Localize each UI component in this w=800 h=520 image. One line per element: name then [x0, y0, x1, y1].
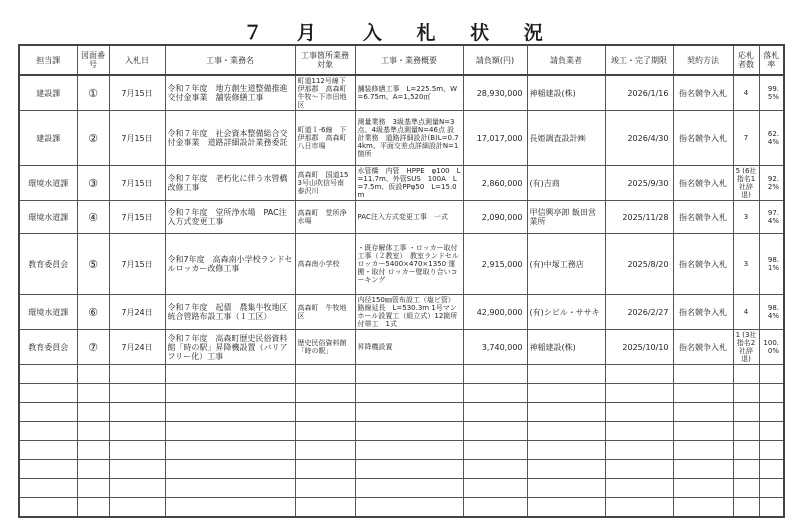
cell-completion: 2025/9/30: [605, 166, 673, 201]
cell-method: 指名競争入札: [673, 201, 733, 234]
cell-date: 7月15日: [109, 75, 165, 111]
empty-row: [19, 365, 784, 384]
cell-rate: 97.4%: [759, 201, 784, 234]
cell-contractor: (有)中塚工務店: [527, 234, 605, 295]
cell-method: 指名競争入札: [673, 234, 733, 295]
cell-location: 歴史民俗資料館「時の駅」: [295, 330, 355, 365]
header-contractor: 請負業者: [527, 45, 605, 75]
cell-amount: 3,740,000: [463, 330, 527, 365]
empty-row: [19, 460, 784, 479]
empty-row: [19, 422, 784, 441]
cell-method: 指名競争入札: [673, 295, 733, 330]
cell-date: 7月15日: [109, 201, 165, 234]
cell-date: 7月24日: [109, 330, 165, 365]
cell-completion: 2025/10/10: [605, 330, 673, 365]
cell-summary: PAC注入方式変更工事 一式: [355, 201, 463, 234]
cell-contractor: (有)シビル・ササキ: [527, 295, 605, 330]
bid-status-table: [18, 44, 785, 518]
cell-num: ③: [77, 166, 109, 201]
table-row: [19, 201, 784, 234]
cell-rate: 92.2%: [759, 166, 784, 201]
cell-bidders: 7: [733, 111, 759, 166]
cell-completion: 2026/2/27: [605, 295, 673, 330]
table-row: [19, 75, 784, 111]
cell-num: ①: [77, 75, 109, 111]
cell-completion: 2026/1/16: [605, 75, 673, 111]
empty-row: [19, 441, 784, 460]
cell-num: ⑦: [77, 330, 109, 365]
cell-bidders: 3: [733, 201, 759, 234]
cell-name: 令和７年度 地方創生道整備推進交付金事業 舗装修繕工事: [165, 75, 295, 111]
cell-dept: 建設課: [19, 111, 77, 166]
header-date: 入札日: [109, 45, 165, 75]
header-method: 契約方法: [673, 45, 733, 75]
cell-bidders: 5 (6社指名1社辞退): [733, 166, 759, 201]
cell-location: 高森南小学校: [295, 234, 355, 295]
cell-dept: 建設課: [19, 75, 77, 111]
cell-dept: 教育委員会: [19, 330, 77, 365]
cell-contractor: 甲信興亭卸 飯田営業所: [527, 201, 605, 234]
cell-amount: 2,915,000: [463, 234, 527, 295]
cell-name: 令和７年度 老朽化に伴う水管橋改修工事: [165, 166, 295, 201]
cell-amount: 17,017,000: [463, 111, 527, 166]
header-num: 図面番号: [77, 45, 109, 75]
cell-summary: 測量業務 3級基準点測量N=3点、4級基準点測量N=46点 設計業務 道路詳細設計(B)L=0.74km、平面交差点詳細設計N=1箇所: [355, 111, 463, 166]
cell-rate: 98.1%: [759, 234, 784, 295]
header-bidders: 応札者数: [733, 45, 759, 75]
cell-bidders: 3: [733, 234, 759, 295]
table-row: [19, 166, 784, 201]
header-name: 工事・業務名: [165, 45, 295, 75]
cell-summary: 内径150㎜管布設工（塩ビ管）路線延長 L=530.3m 1号マンホール設置工（組立式）12箇所 付帯工 1式: [355, 295, 463, 330]
table-row: [19, 234, 784, 295]
table-header-row: [19, 45, 784, 75]
cell-bidders: 4: [733, 295, 759, 330]
cell-num: ②: [77, 111, 109, 166]
cell-contractor: (有)吉商: [527, 166, 605, 201]
cell-rate: 62.4%: [759, 111, 784, 166]
cell-date: 7月15日: [109, 111, 165, 166]
cell-summary: 昇降機設置: [355, 330, 463, 365]
cell-rate: 100.0%: [759, 330, 784, 365]
cell-location: 高森町 堂所浄水場: [295, 201, 355, 234]
cell-dept: 環境水道課: [19, 166, 77, 201]
cell-name: 令和７年度 高森町歴史民俗資料館「時の駅」昇降機設置（バリアフリー化）工事: [165, 330, 295, 365]
cell-date: 7月15日: [109, 166, 165, 201]
cell-method: 指名競争入札: [673, 75, 733, 111]
cell-date: 7月24日: [109, 295, 165, 330]
empty-row: [19, 384, 784, 403]
cell-dept: 環境水道課: [19, 201, 77, 234]
cell-location: 高森町 牛牧地区: [295, 295, 355, 330]
table-row: [19, 111, 784, 166]
cell-num: ⑤: [77, 234, 109, 295]
page-title: ７ 月 入 札 状 況: [243, 22, 557, 44]
cell-completion: 2025/11/28: [605, 201, 673, 234]
cell-completion: 2025/8/20: [605, 234, 673, 295]
cell-contractor: 長姫調査設計㈱: [527, 111, 605, 166]
cell-rate: 98.4%: [759, 295, 784, 330]
cell-bidders: 1 (3社指名2社辞退): [733, 330, 759, 365]
cell-dept: 教育委員会: [19, 234, 77, 295]
cell-location: 高森町 国道153号山吹信号南 泰沢川: [295, 166, 355, 201]
empty-row: [19, 498, 784, 518]
table-row: [19, 295, 784, 330]
cell-bidders: 4: [733, 75, 759, 111]
header-dept: 担当課: [19, 45, 77, 75]
cell-location: 町道１-6線 下伊那郡 高森町八日市場: [295, 111, 355, 166]
cell-summary: 水管橋 内管 HPPE φ100 L=11.7m、外管SUS 100A L=7.5m、仮設PPφ50 L=15.0m: [355, 166, 463, 201]
cell-name: 令和７年度 起債 農集牛牧地区統合管路布設工事（１工区）: [165, 295, 295, 330]
header-summary: 工事・業務概要: [355, 45, 463, 75]
cell-summary: 舗装修繕工事 L=225.5m、W=6.75m、A=1,520㎡: [355, 75, 463, 111]
cell-rate: 99.5%: [759, 75, 784, 111]
cell-contractor: 神稲建設(株): [527, 75, 605, 111]
cell-summary: ・既存解体工事 ・ロッカー取付工事（２教室） 教室ランドセルロッカー5400×470×1350 運搬・取付 ロッカー壁取り合いコーキング: [355, 234, 463, 295]
header-amount: 請負額(円): [463, 45, 527, 75]
header-rate: 落札率: [759, 45, 784, 75]
cell-method: 指名競争入札: [673, 166, 733, 201]
cell-num: ⑥: [77, 295, 109, 330]
cell-amount: 2,860,000: [463, 166, 527, 201]
cell-dept: 環境水道課: [19, 295, 77, 330]
cell-amount: 42,900,000: [463, 295, 527, 330]
cell-amount: 2,090,000: [463, 201, 527, 234]
cell-method: 指名競争入札: [673, 111, 733, 166]
header-completion: 竣工・完了期限: [605, 45, 673, 75]
table-row: [19, 330, 784, 365]
cell-contractor: 神稲建設(株): [527, 330, 605, 365]
empty-row: [19, 479, 784, 498]
cell-amount: 28,930,000: [463, 75, 527, 111]
empty-row: [19, 403, 784, 422]
cell-completion: 2026/4/30: [605, 111, 673, 166]
cell-method: 指名競争入札: [673, 330, 733, 365]
cell-name: 令和7年度 高森南小学校ランドセルロッカー改修工事: [165, 234, 295, 295]
cell-name: 令和７年度 社会資本整備総合交付金事業 道路詳細設計業務委託: [165, 111, 295, 166]
cell-num: ④: [77, 201, 109, 234]
cell-location: 町道112号線下伊那郡 高森町 牛牧～下市田地区: [295, 75, 355, 111]
cell-date: 7月15日: [109, 234, 165, 295]
header-location: 工事箇所業務対象: [295, 45, 355, 75]
cell-name: 令和７年度 堂所浄水場 PAC注入方式変更工事: [165, 201, 295, 234]
